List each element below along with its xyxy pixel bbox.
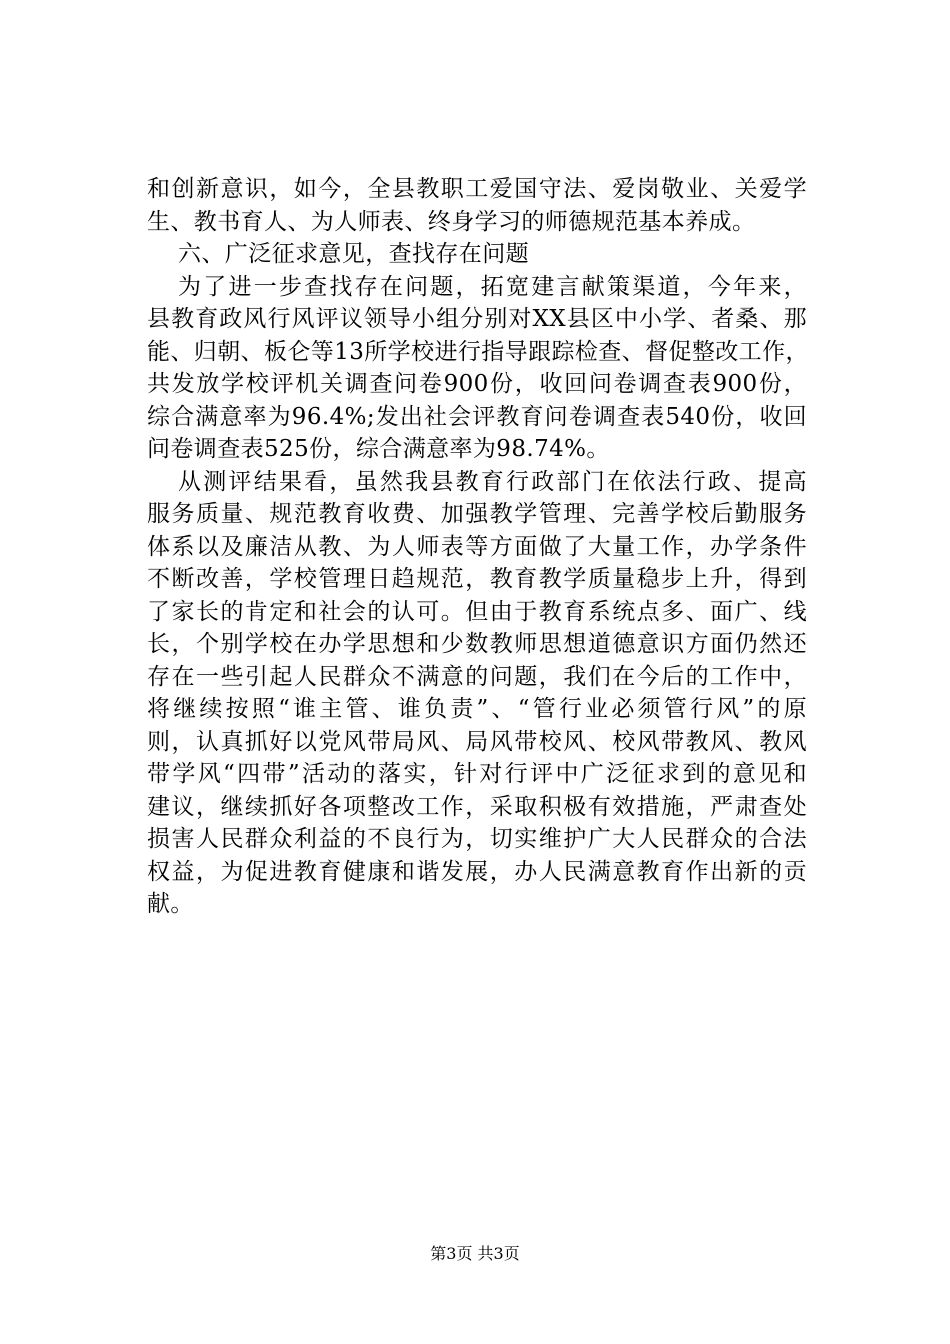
paragraph-continuation <box>147 173 807 238</box>
text-line: 权益，为促进教育健康和谐发展，办人民满意教育作出新的贡 <box>147 858 807 885</box>
section-heading <box>147 238 807 271</box>
text-line: 献。 <box>147 891 194 917</box>
text-line: 共发放学校评机关调查问卷900份，收回问卷调查表900份， <box>147 371 807 397</box>
paragraph-conclusion <box>147 466 807 921</box>
text-line: 不断改善，学校管理日趋规范，教育教学质量稳步上升，得到 <box>147 566 807 592</box>
text-line: 则，认真抓好以党风带局风、局风带校风、校风带教风、教风 <box>147 728 807 755</box>
text-line: 带学风“四带”活动的落实，针对行评中广泛征求到的意见和 <box>147 761 807 787</box>
heading-line: 六、广泛征求意见，查找存在问题 <box>178 241 529 267</box>
paragraph-survey <box>147 271 807 466</box>
text-line: 和创新意识，如今，全县教职工爱国守法、爱岗敬业、关爱学 <box>147 176 807 202</box>
text-line: 服务质量、规范教育收费、加强教学管理、完善学校后勤服务 <box>147 501 807 527</box>
text-line: 生、教书育人、为人师表、终身学习的师德规范基本养成。 <box>147 208 756 235</box>
text-line: 将继续按照“谁主管、谁负责”、“管行业必须管行风”的原 <box>147 696 807 722</box>
text-line: 能、归朝、板仑等13所学校进行指导跟踪检查、督促整改工作， <box>147 338 809 365</box>
text-line: 体系以及廉洁从教、为人师表等方面做了大量工作，办学条件 <box>147 533 807 560</box>
text-line: 问卷调查表525份，综合满意率为98.74%。 <box>147 436 610 462</box>
document-body <box>147 173 807 921</box>
text-line: 综合满意率为96.4%;发出社会评教育问卷调查表540份，收回 <box>147 403 807 430</box>
page-footer: 第3页 共3页 <box>430 1244 520 1263</box>
text-line: 县教育政风行风评议领导小组分别对XX县区中小学、者桑、那 <box>147 306 807 332</box>
text-line: 了家长的肯定和社会的认可。但由于教育系统点多、面广、线 <box>147 598 807 625</box>
text-line: 长，个别学校在办学思想和少数教师思想道德意识方面仍然还 <box>147 631 807 657</box>
text-line: 从测评结果看，虽然我县教育行政部门在依法行政、提高 <box>178 468 807 495</box>
text-line: 为了进一步查找存在问题，拓宽建言献策渠道，今年来， <box>178 273 807 300</box>
text-line: 建议，继续抓好各项整改工作，采取积极有效措施，严肃查处 <box>147 793 807 820</box>
text-line: 损害人民群众利益的不良行为，切实维护广大人民群众的合法 <box>147 826 807 852</box>
text-line: 存在一些引起人民群众不满意的问题，我们在今后的工作中， <box>147 663 807 690</box>
